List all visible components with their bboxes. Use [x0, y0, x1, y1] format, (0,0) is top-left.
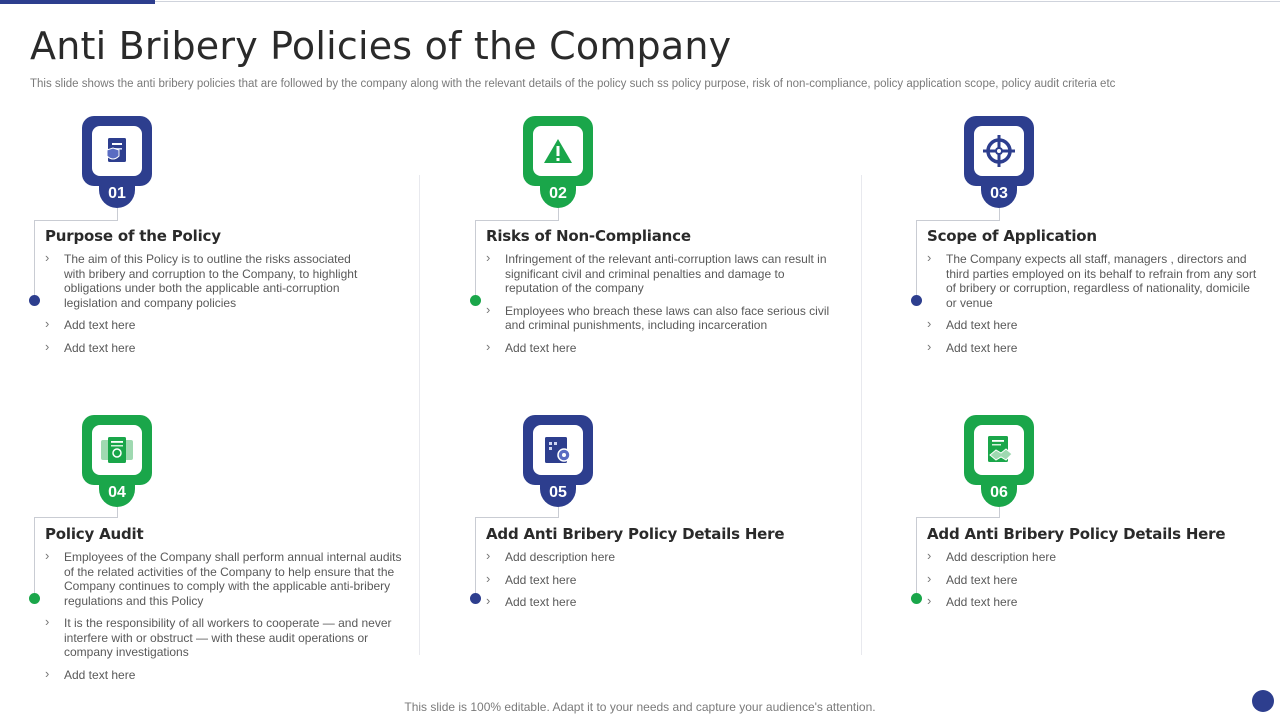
- card-number: 01: [99, 180, 135, 208]
- bullet-item: › Add text here: [45, 668, 410, 683]
- handshake-document-icon: [974, 425, 1024, 475]
- policy-card-02: [441, 116, 861, 416]
- card-number: 03: [981, 180, 1017, 208]
- footer-note: This slide is 100% editable. Adapt it to your needs and capture your audience's attention.: [404, 700, 876, 714]
- settings-document-icon: [533, 425, 583, 475]
- card-badge: [523, 415, 593, 485]
- document-shield-icon: [92, 126, 142, 176]
- top-accent-bar: [0, 0, 155, 4]
- bullet-item: › The Company expects all staff, managers , directors and third parties employed on its behalf to refrain from any sort of bribery or corruption, regardless of nationality, domicile or venue: [927, 252, 1257, 310]
- bullet-item: › Add text here: [927, 573, 1272, 588]
- card-heading: Policy Audit: [45, 525, 144, 543]
- card-badge: [82, 116, 152, 186]
- timeline-dot: [470, 593, 481, 604]
- card-number: 04: [99, 479, 135, 507]
- bullet-item: › It is the responsibility of all workers to cooperate — and never interfere with or obstruct — with these audit operations or company investigations: [45, 616, 410, 660]
- policy-card-03: [882, 116, 1280, 416]
- bullet-item: › Add text here: [486, 341, 831, 356]
- certificate-icon: [92, 425, 142, 475]
- card-heading: Risks of Non-Compliance: [486, 227, 691, 245]
- card-heading: Scope of Application: [927, 227, 1097, 245]
- card-bullets: [927, 252, 1257, 363]
- card-badge: [523, 116, 593, 186]
- policy-card-01: [0, 116, 420, 416]
- timeline-dot: [470, 295, 481, 306]
- bullet-item: › Add text here: [927, 318, 1257, 333]
- bullet-item: › Add description here: [927, 550, 1272, 565]
- card-badge: [964, 116, 1034, 186]
- policy-card-06: [882, 415, 1280, 715]
- card-heading: Add Anti Bribery Policy Details Here: [486, 525, 785, 543]
- bullet-item: › Infringement of the relevant anti-corruption laws can result in significant civil and criminal penalties and damage to reputation of the company: [486, 252, 831, 296]
- bullet-item: › Add text here: [45, 341, 375, 356]
- card-heading: Add Anti Bribery Policy Details Here: [927, 525, 1226, 543]
- card-number: 05: [540, 479, 576, 507]
- card-heading: Purpose of the Policy: [45, 227, 221, 245]
- timeline-dot: [29, 593, 40, 604]
- card-bullets: [45, 252, 375, 363]
- card-bullets: [486, 252, 831, 363]
- card-bullets: [45, 550, 410, 690]
- policy-card-04: [0, 415, 420, 715]
- card-badge: [964, 415, 1034, 485]
- policy-card-05: [441, 415, 861, 715]
- bullet-item: › Add text here: [45, 318, 375, 333]
- card-bullets: [486, 550, 831, 618]
- timeline-dot: [29, 295, 40, 306]
- page-title: Anti Bribery Policies of the Company: [30, 24, 732, 68]
- bullet-item: › The aim of this Policy is to outline the risks associated with bribery and corruption to the Company, to highlight obligations under both the applicable anti-corruption legislation and company policies: [45, 252, 375, 310]
- top-rule: [155, 1, 1280, 2]
- bullet-item: › Add description here: [486, 550, 831, 565]
- target-icon: [974, 126, 1024, 176]
- bullet-item: › Add text here: [486, 573, 831, 588]
- column-divider: [861, 175, 862, 655]
- bullet-item: › Add text here: [927, 595, 1272, 610]
- page-subtitle: This slide shows the anti bribery policies that are followed by the company along with the relevant details of the policy such ss policy purpose, risk of non-compliance, policy application scope, policy audit criteria etc: [30, 78, 1116, 90]
- corner-dot: [1252, 690, 1274, 712]
- card-badge: [82, 415, 152, 485]
- timeline-dot: [911, 593, 922, 604]
- warning-icon: [533, 126, 583, 176]
- card-number: 06: [981, 479, 1017, 507]
- card-number: 02: [540, 180, 576, 208]
- card-bullets: [927, 550, 1272, 618]
- bullet-item: › Add text here: [486, 595, 831, 610]
- bullet-item: › Add text here: [927, 341, 1257, 356]
- timeline-dot: [911, 295, 922, 306]
- bullet-item: › Employees who breach these laws can also face serious civil and criminal punishments, including incarceration: [486, 304, 831, 333]
- bullet-item: › Employees of the Company shall perform annual internal audits of the related activities of the Company to help ensure that the Company continues to comply with the applicable anti-bribery regulations and this Policy: [45, 550, 410, 608]
